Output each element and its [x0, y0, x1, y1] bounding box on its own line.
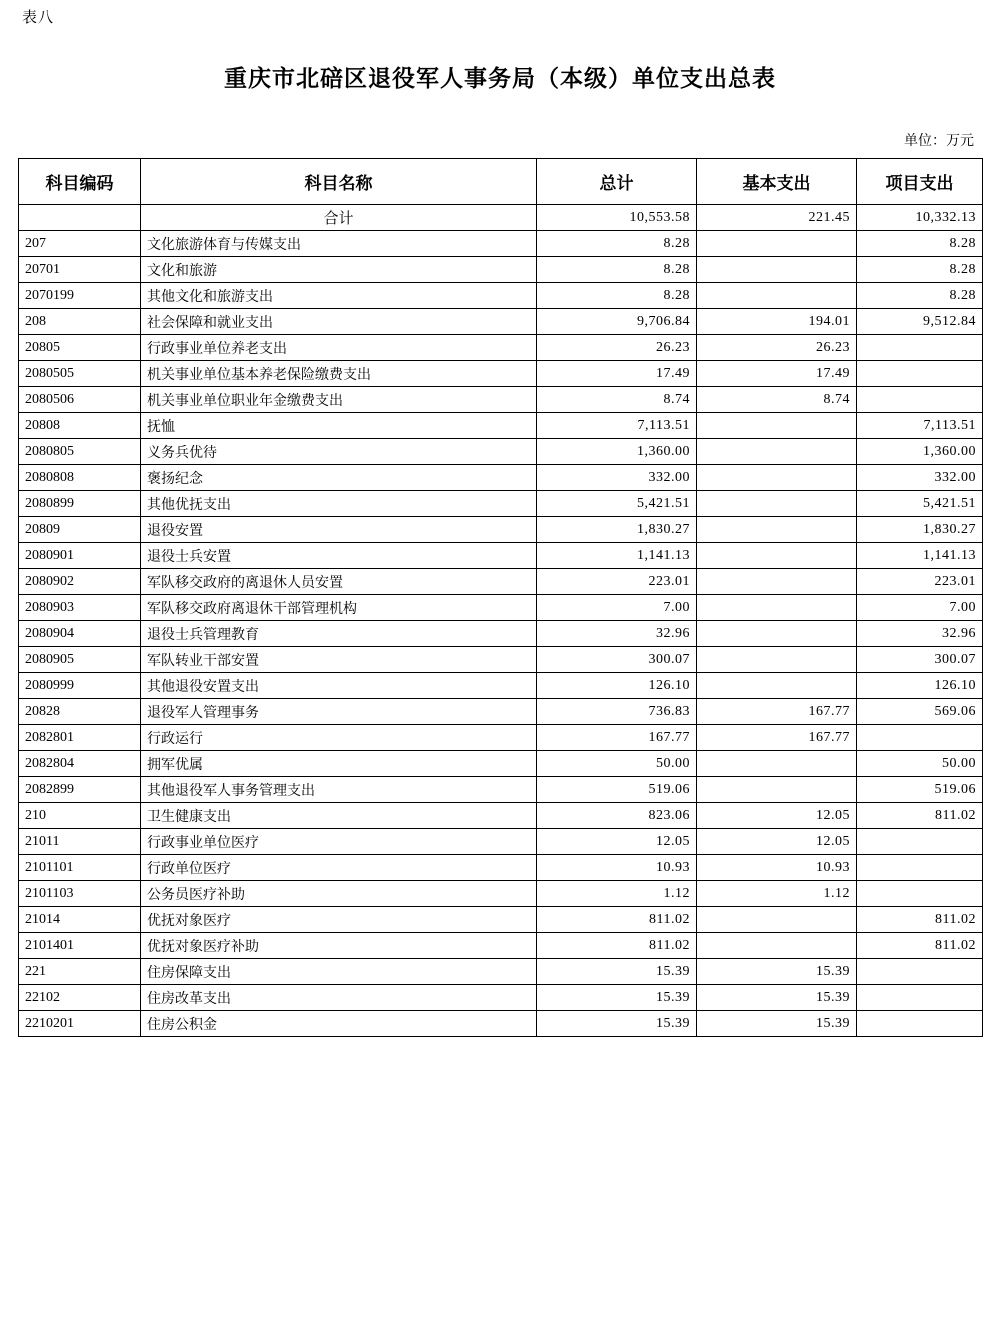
cell-basic — [697, 517, 857, 543]
cell-basic — [697, 751, 857, 777]
cell-subject-name: 退役安置 — [141, 517, 537, 543]
cell-total: 15.39 — [537, 959, 697, 985]
cell-subject-name: 抚恤 — [141, 413, 537, 439]
cell-subject-name: 文化和旅游 — [141, 257, 537, 283]
cell-total: 15.39 — [537, 985, 697, 1011]
cell-subject-name: 军队移交政府的离退休人员安置 — [141, 569, 537, 595]
table-row — [19, 699, 983, 725]
table-row — [19, 907, 983, 933]
table-row — [19, 387, 983, 413]
cell-basic — [697, 569, 857, 595]
cell-basic — [697, 465, 857, 491]
cell-subject-name: 行政事业单位医疗 — [141, 829, 537, 855]
cell-project: 569.06 — [857, 699, 983, 725]
cell-project — [857, 361, 983, 387]
table-header — [19, 159, 983, 205]
cell-subject-code: 2101103 — [19, 881, 141, 907]
table-row — [19, 205, 983, 231]
column-header-project: 项目支出 — [857, 159, 983, 205]
cell-total: 8.74 — [537, 387, 697, 413]
cell-basic — [697, 257, 857, 283]
cell-basic: 167.77 — [697, 725, 857, 751]
column-header-basic: 基本支出 — [697, 159, 857, 205]
cell-subject-code: 2080505 — [19, 361, 141, 387]
cell-project: 8.28 — [857, 231, 983, 257]
cell-basic: 15.39 — [697, 959, 857, 985]
cell-project: 10,332.13 — [857, 205, 983, 231]
cell-project — [857, 829, 983, 855]
cell-project: 8.28 — [857, 283, 983, 309]
cell-subject-code: 2082804 — [19, 751, 141, 777]
cell-project — [857, 725, 983, 751]
cell-basic: 10.93 — [697, 855, 857, 881]
cell-subject-name: 退役士兵管理教育 — [141, 621, 537, 647]
cell-subject-name: 褒扬纪念 — [141, 465, 537, 491]
cell-project: 811.02 — [857, 907, 983, 933]
cell-total: 8.28 — [537, 231, 697, 257]
column-header-name: 科目名称 — [141, 159, 537, 205]
cell-total: 7,113.51 — [537, 413, 697, 439]
cell-subject-code: 2080899 — [19, 491, 141, 517]
table-header-row — [19, 159, 983, 205]
cell-subject-name: 住房改革支出 — [141, 985, 537, 1011]
cell-subject-name: 行政单位医疗 — [141, 855, 537, 881]
cell-project: 332.00 — [857, 465, 983, 491]
cell-basic: 26.23 — [697, 335, 857, 361]
table-row — [19, 1011, 983, 1037]
table-row — [19, 985, 983, 1011]
cell-subject-code: 20809 — [19, 517, 141, 543]
cell-total: 126.10 — [537, 673, 697, 699]
cell-subject-code: 208 — [19, 309, 141, 335]
cell-basic: 17.49 — [697, 361, 857, 387]
cell-total: 1,141.13 — [537, 543, 697, 569]
cell-total: 10,553.58 — [537, 205, 697, 231]
cell-total: 1,360.00 — [537, 439, 697, 465]
cell-subject-code: 2080902 — [19, 569, 141, 595]
unit-note: 单位：万元 — [904, 132, 974, 148]
cell-subject-code: 2080901 — [19, 543, 141, 569]
cell-subject-name: 其他退役安置支出 — [141, 673, 537, 699]
cell-subject-name: 军队移交政府离退休干部管理机构 — [141, 595, 537, 621]
table-row — [19, 725, 983, 751]
cell-project: 1,141.13 — [857, 543, 983, 569]
page-title: 重庆市北碚区退役军人事务局（本级）单位支出总表 — [224, 65, 776, 91]
table-row — [19, 595, 983, 621]
cell-basic — [697, 907, 857, 933]
cell-project: 8.28 — [857, 257, 983, 283]
cell-basic — [697, 647, 857, 673]
cell-total: 50.00 — [537, 751, 697, 777]
cell-total: 8.28 — [537, 283, 697, 309]
table-row — [19, 257, 983, 283]
table-row — [19, 439, 983, 465]
cell-subject-name: 住房保障支出 — [141, 959, 537, 985]
cell-total: 9,706.84 — [537, 309, 697, 335]
cell-total: 26.23 — [537, 335, 697, 361]
cell-basic: 12.05 — [697, 829, 857, 855]
cell-subject-code: 210 — [19, 803, 141, 829]
column-header-total: 总计 — [537, 159, 697, 205]
cell-total: 8.28 — [537, 257, 697, 283]
cell-subject-name: 优抚对象医疗 — [141, 907, 537, 933]
cell-subject-code: 2210201 — [19, 1011, 141, 1037]
cell-basic — [697, 673, 857, 699]
cell-project: 32.96 — [857, 621, 983, 647]
cell-total: 736.83 — [537, 699, 697, 725]
cell-subject-code: 2080805 — [19, 439, 141, 465]
table-row — [19, 777, 983, 803]
cell-project — [857, 335, 983, 361]
cell-total: 332.00 — [537, 465, 697, 491]
cell-basic — [697, 543, 857, 569]
cell-total: 7.00 — [537, 595, 697, 621]
cell-subject-code: 21014 — [19, 907, 141, 933]
cell-basic — [697, 231, 857, 257]
cell-basic — [697, 933, 857, 959]
cell-subject-name: 文化旅游体育与传媒支出 — [141, 231, 537, 257]
cell-subject-code: 2080905 — [19, 647, 141, 673]
cell-subject-name: 优抚对象医疗补助 — [141, 933, 537, 959]
table-row — [19, 231, 983, 257]
cell-subject-code: 2080999 — [19, 673, 141, 699]
expenditure-table — [18, 158, 983, 1037]
cell-subject-name: 卫生健康支出 — [141, 803, 537, 829]
table-row — [19, 569, 983, 595]
cell-basic: 12.05 — [697, 803, 857, 829]
cell-project: 50.00 — [857, 751, 983, 777]
table-row — [19, 751, 983, 777]
table-row — [19, 543, 983, 569]
table-row — [19, 673, 983, 699]
cell-total: 223.01 — [537, 569, 697, 595]
cell-project: 519.06 — [857, 777, 983, 803]
table-body — [19, 205, 983, 1037]
cell-project: 811.02 — [857, 803, 983, 829]
cell-subject-code: 2070199 — [19, 283, 141, 309]
table-row — [19, 413, 983, 439]
cell-subject-code: 2080506 — [19, 387, 141, 413]
column-header-code: 科目编码 — [19, 159, 141, 205]
cell-basic — [697, 777, 857, 803]
cell-project: 811.02 — [857, 933, 983, 959]
cell-project: 7.00 — [857, 595, 983, 621]
cell-project — [857, 881, 983, 907]
cell-subject-name: 行政事业单位养老支出 — [141, 335, 537, 361]
table-row — [19, 517, 983, 543]
cell-subject-code: 20808 — [19, 413, 141, 439]
table-row — [19, 283, 983, 309]
cell-subject-code: 20828 — [19, 699, 141, 725]
table-row — [19, 335, 983, 361]
table-row — [19, 855, 983, 881]
cell-subject-code: 20805 — [19, 335, 141, 361]
table-row — [19, 647, 983, 673]
cell-subject-name: 机关事业单位职业年金缴费支出 — [141, 387, 537, 413]
cell-subject-code: 2082899 — [19, 777, 141, 803]
cell-total: 15.39 — [537, 1011, 697, 1037]
cell-project — [857, 1011, 983, 1037]
cell-total: 823.06 — [537, 803, 697, 829]
cell-basic: 15.39 — [697, 1011, 857, 1037]
cell-subject-name: 其他优抚支出 — [141, 491, 537, 517]
cell-project: 1,360.00 — [857, 439, 983, 465]
cell-basic: 221.45 — [697, 205, 857, 231]
cell-subject-code: 22102 — [19, 985, 141, 1011]
cell-subject-code: 2080904 — [19, 621, 141, 647]
cell-subject-name: 住房公积金 — [141, 1011, 537, 1037]
table-row — [19, 361, 983, 387]
table-row — [19, 803, 983, 829]
cell-subject-name: 机关事业单位基本养老保险缴费支出 — [141, 361, 537, 387]
cell-subject-code: 2101401 — [19, 933, 141, 959]
cell-total: 811.02 — [537, 907, 697, 933]
cell-subject-name: 军队转业干部安置 — [141, 647, 537, 673]
cell-project: 126.10 — [857, 673, 983, 699]
cell-basic: 15.39 — [697, 985, 857, 1011]
table-row — [19, 881, 983, 907]
cell-project — [857, 387, 983, 413]
cell-project: 7,113.51 — [857, 413, 983, 439]
cell-total: 17.49 — [537, 361, 697, 387]
cell-basic: 167.77 — [697, 699, 857, 725]
cell-basic — [697, 283, 857, 309]
cell-basic — [697, 595, 857, 621]
table-row — [19, 959, 983, 985]
table-row — [19, 621, 983, 647]
cell-project: 9,512.84 — [857, 309, 983, 335]
cell-subject-name: 公务员医疗补助 — [141, 881, 537, 907]
cell-basic — [697, 413, 857, 439]
cell-subject-name: 退役军人管理事务 — [141, 699, 537, 725]
table-row — [19, 829, 983, 855]
cell-subject-name: 其他文化和旅游支出 — [141, 283, 537, 309]
cell-subject-code: 21011 — [19, 829, 141, 855]
cell-subject-code: 221 — [19, 959, 141, 985]
cell-basic: 1.12 — [697, 881, 857, 907]
cell-subject-code: 2080903 — [19, 595, 141, 621]
cell-total: 1,830.27 — [537, 517, 697, 543]
cell-total: 519.06 — [537, 777, 697, 803]
cell-total: 811.02 — [537, 933, 697, 959]
cell-total: 300.07 — [537, 647, 697, 673]
cell-project: 1,830.27 — [857, 517, 983, 543]
cell-basic — [697, 491, 857, 517]
cell-project: 300.07 — [857, 647, 983, 673]
sheet-label: 表八 — [22, 9, 55, 26]
cell-total: 5,421.51 — [537, 491, 697, 517]
cell-subject-name: 退役士兵安置 — [141, 543, 537, 569]
cell-basic: 8.74 — [697, 387, 857, 413]
cell-total: 12.05 — [537, 829, 697, 855]
cell-subject-code: 207 — [19, 231, 141, 257]
cell-total: 167.77 — [537, 725, 697, 751]
cell-subject-name: 行政运行 — [141, 725, 537, 751]
table-row — [19, 933, 983, 959]
cell-basic — [697, 621, 857, 647]
cell-project: 5,421.51 — [857, 491, 983, 517]
cell-subject-name: 义务兵优待 — [141, 439, 537, 465]
cell-subject-code: 2101101 — [19, 855, 141, 881]
table-row — [19, 491, 983, 517]
table-row — [19, 465, 983, 491]
cell-project: 223.01 — [857, 569, 983, 595]
cell-basic: 194.01 — [697, 309, 857, 335]
cell-subject-code: 20701 — [19, 257, 141, 283]
cell-subject-name: 合计 — [141, 205, 537, 231]
cell-project — [857, 959, 983, 985]
cell-subject-name: 拥军优属 — [141, 751, 537, 777]
cell-subject-code — [19, 205, 141, 231]
cell-project — [857, 855, 983, 881]
cell-subject-code: 2080808 — [19, 465, 141, 491]
cell-total: 1.12 — [537, 881, 697, 907]
cell-subject-name: 其他退役军人事务管理支出 — [141, 777, 537, 803]
cell-subject-code: 2082801 — [19, 725, 141, 751]
cell-subject-name: 社会保障和就业支出 — [141, 309, 537, 335]
cell-basic — [697, 439, 857, 465]
cell-project — [857, 985, 983, 1011]
cell-total: 32.96 — [537, 621, 697, 647]
cell-total: 10.93 — [537, 855, 697, 881]
table-row — [19, 309, 983, 335]
